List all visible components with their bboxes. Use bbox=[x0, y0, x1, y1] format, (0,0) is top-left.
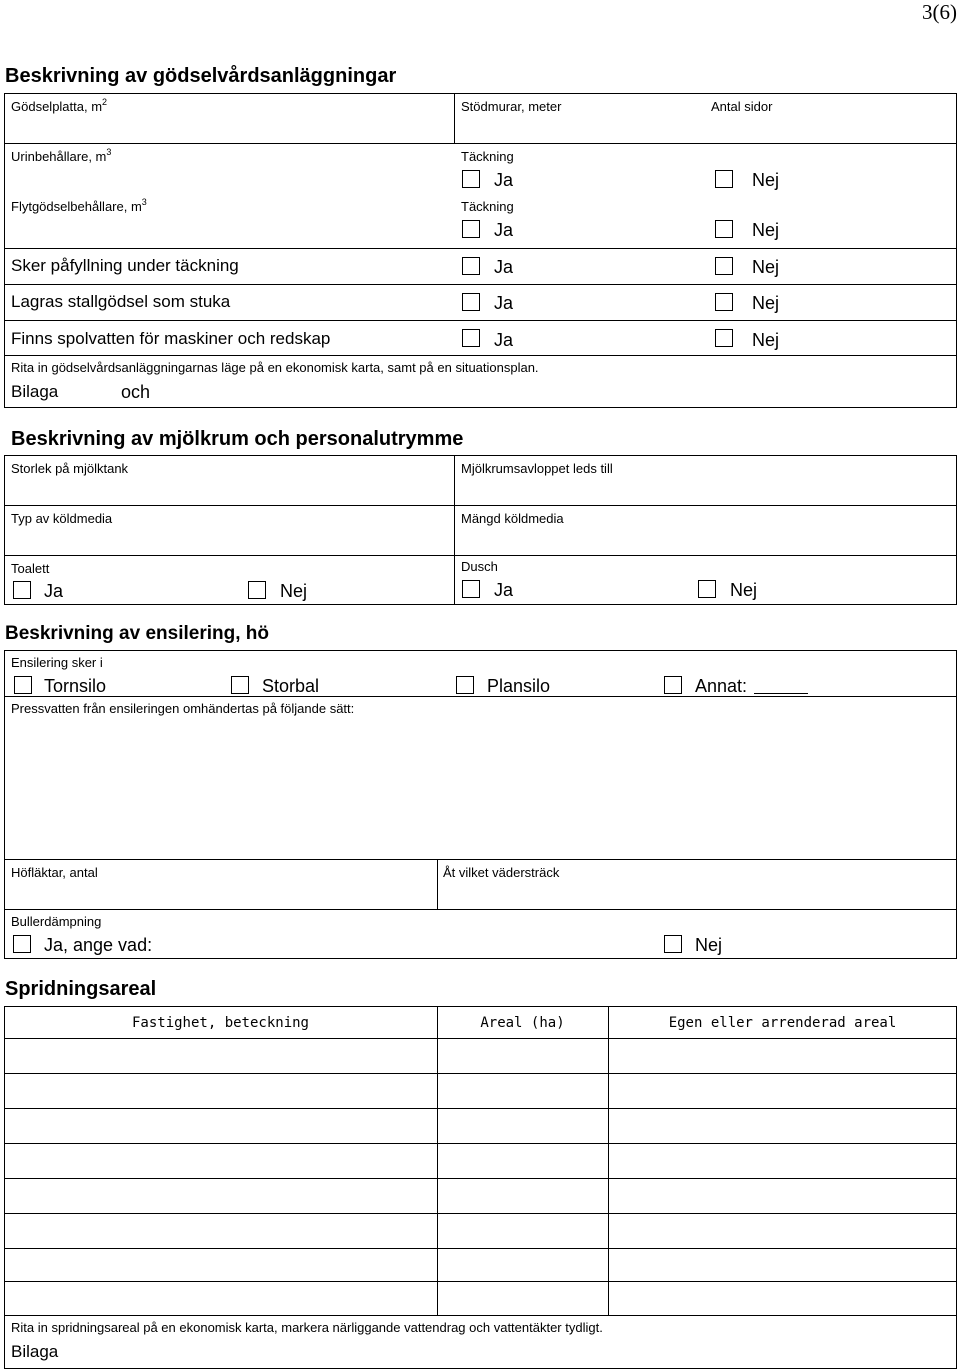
ja-label: Ja bbox=[494, 580, 514, 600]
nej-label: Nej bbox=[752, 293, 780, 313]
godselplatta-label: Gödselplatta, m bbox=[11, 99, 103, 114]
table-row[interactable] bbox=[5, 1214, 956, 1248]
bullerdampning-label: Bullerdämpning bbox=[11, 914, 102, 929]
nej-label: Nej bbox=[280, 581, 308, 601]
nej-label: Nej bbox=[695, 935, 723, 955]
buller-ja-checkbox[interactable] bbox=[13, 935, 31, 953]
toalett-nej-checkbox[interactable] bbox=[248, 581, 266, 599]
annat-checkbox[interactable] bbox=[664, 676, 682, 694]
hoflaktar-field[interactable]: Höfläktar, antal bbox=[11, 865, 98, 880]
flytgodsel-field[interactable] bbox=[11, 199, 147, 214]
ja-label: Ja bbox=[44, 581, 64, 601]
urinbehallare-label: Urinbehållare, m bbox=[11, 149, 107, 164]
section-title-godsel: Beskrivning av gödselvårdsanläggningar bbox=[5, 65, 397, 87]
tornsilo-label: Tornsilo bbox=[44, 676, 107, 696]
storlek-mjolktank-field[interactable]: Storlek på mjölktank bbox=[11, 461, 129, 476]
plansilo-checkbox[interactable] bbox=[456, 676, 474, 694]
section-title-mjolkrum: Beskrivning av mjölkrum och personalutrymme bbox=[11, 428, 464, 450]
antal-sidor-field[interactable]: Antal sidor bbox=[711, 99, 773, 114]
pafyllning-ja-checkbox[interactable] bbox=[462, 257, 480, 275]
typ-koldmedia-field[interactable]: Typ av köldmedia bbox=[11, 511, 113, 526]
section-title-spridningsareal: Spridningsareal bbox=[5, 978, 157, 1000]
ja-label: Ja bbox=[494, 220, 514, 240]
sup-2: 2 bbox=[102, 97, 108, 107]
stuka-ja-checkbox[interactable] bbox=[462, 293, 480, 311]
toalett-label: Toalett bbox=[11, 561, 50, 576]
stodmurar-field[interactable]: Stödmurar, meter bbox=[461, 99, 562, 114]
ja-label: Ja bbox=[494, 293, 514, 313]
bilaga-2-field[interactable]: Bilaga bbox=[11, 1342, 59, 1361]
vadersstrack-field[interactable]: Åt vilket vädersträck bbox=[443, 865, 560, 880]
spolvatten-ja-checkbox[interactable] bbox=[462, 329, 480, 347]
annat-label: Annat: bbox=[695, 676, 748, 696]
spolvatten-nej-checkbox[interactable] bbox=[715, 329, 733, 347]
table-row[interactable] bbox=[5, 1074, 956, 1108]
storbal-label: Storbal bbox=[262, 676, 320, 696]
urinbehallare-field[interactable] bbox=[11, 149, 111, 164]
nej-label: Nej bbox=[752, 220, 780, 240]
lagras-stallgodsel-label: Lagras stallgödsel som stuka bbox=[11, 292, 231, 311]
nej-label: Nej bbox=[730, 580, 758, 600]
toalett-ja-checkbox[interactable] bbox=[13, 581, 31, 599]
mjolkrum-form-box bbox=[4, 455, 957, 605]
tackning-2-nej-checkbox[interactable] bbox=[715, 220, 733, 238]
table-row[interactable] bbox=[5, 1179, 956, 1213]
nej-label: Nej bbox=[752, 257, 780, 277]
flytgodsel-label: Flytgödselbehållare, m bbox=[11, 199, 142, 214]
buller-nej-checkbox[interactable] bbox=[664, 935, 682, 953]
storbal-checkbox[interactable] bbox=[231, 676, 249, 694]
pafyllning-nej-checkbox[interactable] bbox=[715, 257, 733, 275]
section-title-ensilering: Beskrivning av ensilering, hö bbox=[5, 623, 269, 644]
finns-spolvatten-label: Finns spolvatten för maskiner och redskap bbox=[11, 329, 331, 348]
rita-in-godsel-text: Rita in gödselvårdsanläggningarnas läge på en ekonomisk karta, samt på en situationsplan. bbox=[11, 360, 539, 375]
dusch-label: Dusch bbox=[461, 559, 498, 574]
tornsilo-checkbox[interactable] bbox=[14, 676, 32, 694]
ja-label: Ja bbox=[494, 170, 514, 190]
annat-input-line[interactable] bbox=[754, 693, 808, 694]
mangd-koldmedia-field[interactable]: Mängd köldmedia bbox=[461, 511, 564, 526]
plansilo-label: Plansilo bbox=[487, 676, 551, 696]
ja-label: Ja bbox=[494, 330, 514, 350]
sup-3: 3 bbox=[106, 147, 112, 157]
table-row[interactable] bbox=[5, 1144, 956, 1178]
column-header-egen-arrenderad: Egen eller arrenderad areal bbox=[668, 1015, 897, 1031]
sker-pafyllning-label: Sker påfyllning under täckning bbox=[11, 256, 239, 275]
godselplatta-field[interactable] bbox=[11, 99, 107, 114]
table-row[interactable] bbox=[5, 1039, 956, 1073]
stuka-nej-checkbox[interactable] bbox=[715, 293, 733, 311]
nej-label: Nej bbox=[752, 170, 780, 190]
ja-label: Ja bbox=[494, 257, 514, 277]
mjolkrumsavlopp-field[interactable]: Mjölkrumsavloppet leds till bbox=[461, 461, 613, 476]
dusch-ja-checkbox[interactable] bbox=[462, 580, 480, 598]
tackning-1-ja-checkbox[interactable] bbox=[462, 170, 480, 188]
tackning-1-nej-checkbox[interactable] bbox=[715, 170, 733, 188]
page-number: 3(6) bbox=[922, 0, 957, 24]
table-row[interactable] bbox=[5, 1249, 956, 1281]
tackning-label-2: Täckning bbox=[461, 199, 514, 214]
sup-3: 3 bbox=[141, 197, 147, 207]
och-field[interactable]: och bbox=[121, 382, 151, 402]
column-header-fastighet: Fastighet, beteckning bbox=[131, 1015, 309, 1031]
bilaga-1-field[interactable]: Bilaga bbox=[11, 382, 59, 401]
ja-ange-vad-label: Ja, ange vad: bbox=[44, 935, 153, 955]
ensilering-sker-label: Ensilering sker i bbox=[11, 655, 103, 670]
dusch-nej-checkbox[interactable] bbox=[698, 580, 716, 598]
nej-label: Nej bbox=[752, 330, 780, 350]
tackning-label-1: Täckning bbox=[461, 149, 514, 164]
pressvatten-field[interactable]: Pressvatten från ensileringen omhändertas på följande sätt: bbox=[11, 701, 355, 716]
table-row[interactable] bbox=[5, 1109, 956, 1143]
rita-in-spridning-text: Rita in spridningsareal på en ekonomisk karta, markera närliggande vattendrag och vattentäkter tydligt. bbox=[11, 1320, 603, 1335]
column-header-areal: Areal (ha) bbox=[480, 1015, 565, 1031]
tackning-2-ja-checkbox[interactable] bbox=[462, 220, 480, 238]
